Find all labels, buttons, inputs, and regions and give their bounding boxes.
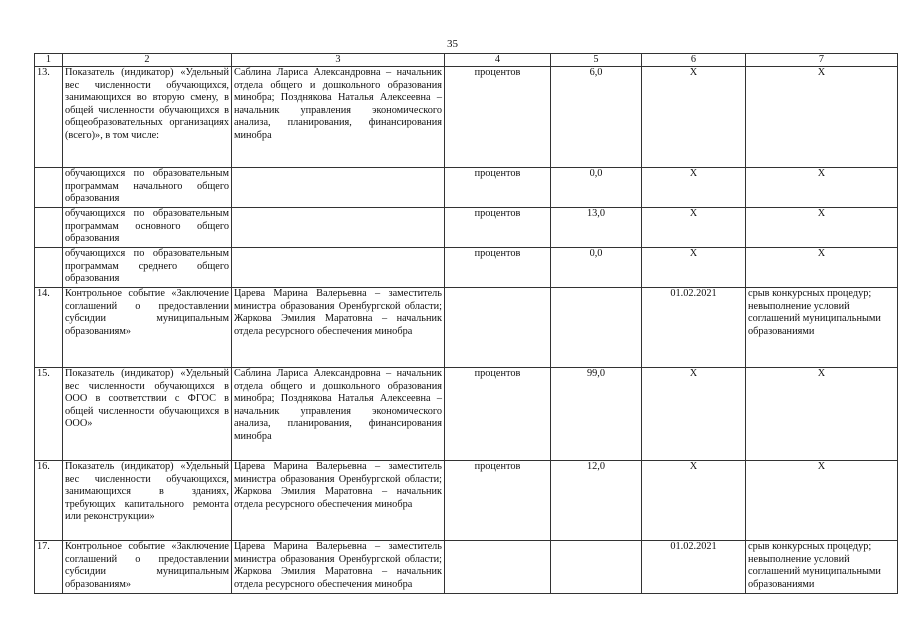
risk-cell: срыв конкурсных процедур; невыполнение условий соглашений муниципальными образованиями <box>746 288 898 368</box>
indicator-cell: Показатель (индикатор) «Удельный вес численности обучающихся, занимающихся во вторую смену, в общей численности обучающихся в общеобразовательных организациях (всего)», в том числе: <box>63 67 232 168</box>
risk-cell: Х <box>746 168 898 208</box>
value-cell: 13,0 <box>551 208 642 248</box>
date-cell: Х <box>642 168 746 208</box>
value-cell: 0,0 <box>551 248 642 288</box>
indicator-cell: Показатель (индикатор) «Удельный вес численности обучающихся в ООО в соответствии с ФГОС в общей численности обучающихся в ООО» <box>63 368 232 461</box>
date-cell: Х <box>642 461 746 541</box>
row-number: 16. <box>35 461 63 541</box>
column-header: 2 <box>63 54 232 67</box>
table-row <box>35 461 898 541</box>
row-number <box>35 208 63 248</box>
row-number: 14. <box>35 288 63 368</box>
indicator-cell: Показатель (индикатор) «Удельный вес численности обучающихся, занимающихся в зданиях, требующих капитального ремонта или реконструкции» <box>63 461 232 541</box>
unit-cell: процентов <box>445 368 551 461</box>
plan-table <box>34 53 898 594</box>
row-number <box>35 248 63 288</box>
risk-cell: Х <box>746 461 898 541</box>
unit-cell: процентов <box>445 461 551 541</box>
indicator-cell: Контрольное событие «Заключение соглашений о предоставлении субсидии муниципальным образованиям» <box>63 288 232 368</box>
column-header: 5 <box>551 54 642 67</box>
risk-cell: Х <box>746 248 898 288</box>
value-cell <box>551 541 642 594</box>
table-row <box>35 288 898 368</box>
row-number: 13. <box>35 67 63 168</box>
indicator-cell: обучающихся по образовательным программам начального общего образования <box>63 168 232 208</box>
column-header: 3 <box>232 54 445 67</box>
date-cell: 01.02.2021 <box>642 541 746 594</box>
responsible-cell <box>232 168 445 208</box>
unit-cell: процентов <box>445 208 551 248</box>
column-header: 4 <box>445 54 551 67</box>
responsible-cell: Царева Марина Валерьевна – заместитель министра образования Оренбургской области; Жаркова Эмилия Маратовна – начальник отдела ресурсного обеспечения минобра <box>232 288 445 368</box>
header-row <box>35 54 898 67</box>
responsible-cell: Саблина Лариса Александровна – начальник отдела общего и дошкольного образования минобра; Позднякова Наталья Алексеевна – начальник управления экономического анализа, планирования, финансирования минобра <box>232 67 445 168</box>
table-row <box>35 168 898 208</box>
unit-cell <box>445 541 551 594</box>
date-cell: Х <box>642 67 746 168</box>
risk-cell: Х <box>746 368 898 461</box>
responsible-cell: Саблина Лариса Александровна – начальник отдела общего и дошкольного образования минобра; Позднякова Наталья Алексеевна – начальник управления экономического анализа, планирования, финансирования минобра <box>232 368 445 461</box>
row-number: 17. <box>35 541 63 594</box>
table-row <box>35 541 898 594</box>
column-header: 1 <box>35 54 63 67</box>
table-row <box>35 67 898 168</box>
row-number <box>35 168 63 208</box>
value-cell: 0,0 <box>551 168 642 208</box>
unit-cell: процентов <box>445 168 551 208</box>
unit-cell: процентов <box>445 67 551 168</box>
date-cell: 01.02.2021 <box>642 288 746 368</box>
unit-cell: процентов <box>445 248 551 288</box>
value-cell: 12,0 <box>551 461 642 541</box>
value-cell: 99,0 <box>551 368 642 461</box>
responsible-cell <box>232 208 445 248</box>
table-row <box>35 248 898 288</box>
responsible-cell: Царева Марина Валерьевна – заместитель министра образования Оренбургской области; Жаркова Эмилия Маратовна – начальник отдела ресурсного обеспечения минобра <box>232 541 445 594</box>
date-cell: Х <box>642 248 746 288</box>
column-header: 7 <box>746 54 898 67</box>
unit-cell <box>445 288 551 368</box>
responsible-cell <box>232 248 445 288</box>
value-cell <box>551 288 642 368</box>
risk-cell: Х <box>746 67 898 168</box>
risk-cell: срыв конкурсных процедур; невыполнение условий соглашений муниципальными образованиями <box>746 541 898 594</box>
row-number: 15. <box>35 368 63 461</box>
indicator-cell: обучающихся по образовательным программам основного общего образования <box>63 208 232 248</box>
indicator-cell: Контрольное событие «Заключение соглашений о предоставлении субсидии муниципальным образованиям» <box>63 541 232 594</box>
date-cell: Х <box>642 208 746 248</box>
table-row <box>35 208 898 248</box>
value-cell: 6,0 <box>551 67 642 168</box>
indicator-cell: обучающихся по образовательным программам среднего общего образования <box>63 248 232 288</box>
column-header: 6 <box>642 54 746 67</box>
risk-cell: Х <box>746 208 898 248</box>
page-number: 35 <box>447 38 458 50</box>
responsible-cell: Царева Марина Валерьевна – заместитель министра образования Оренбургской области; Жаркова Эмилия Маратовна – начальник отдела ресурсного обеспечения минобра <box>232 461 445 541</box>
table-row <box>35 368 898 461</box>
date-cell: Х <box>642 368 746 461</box>
